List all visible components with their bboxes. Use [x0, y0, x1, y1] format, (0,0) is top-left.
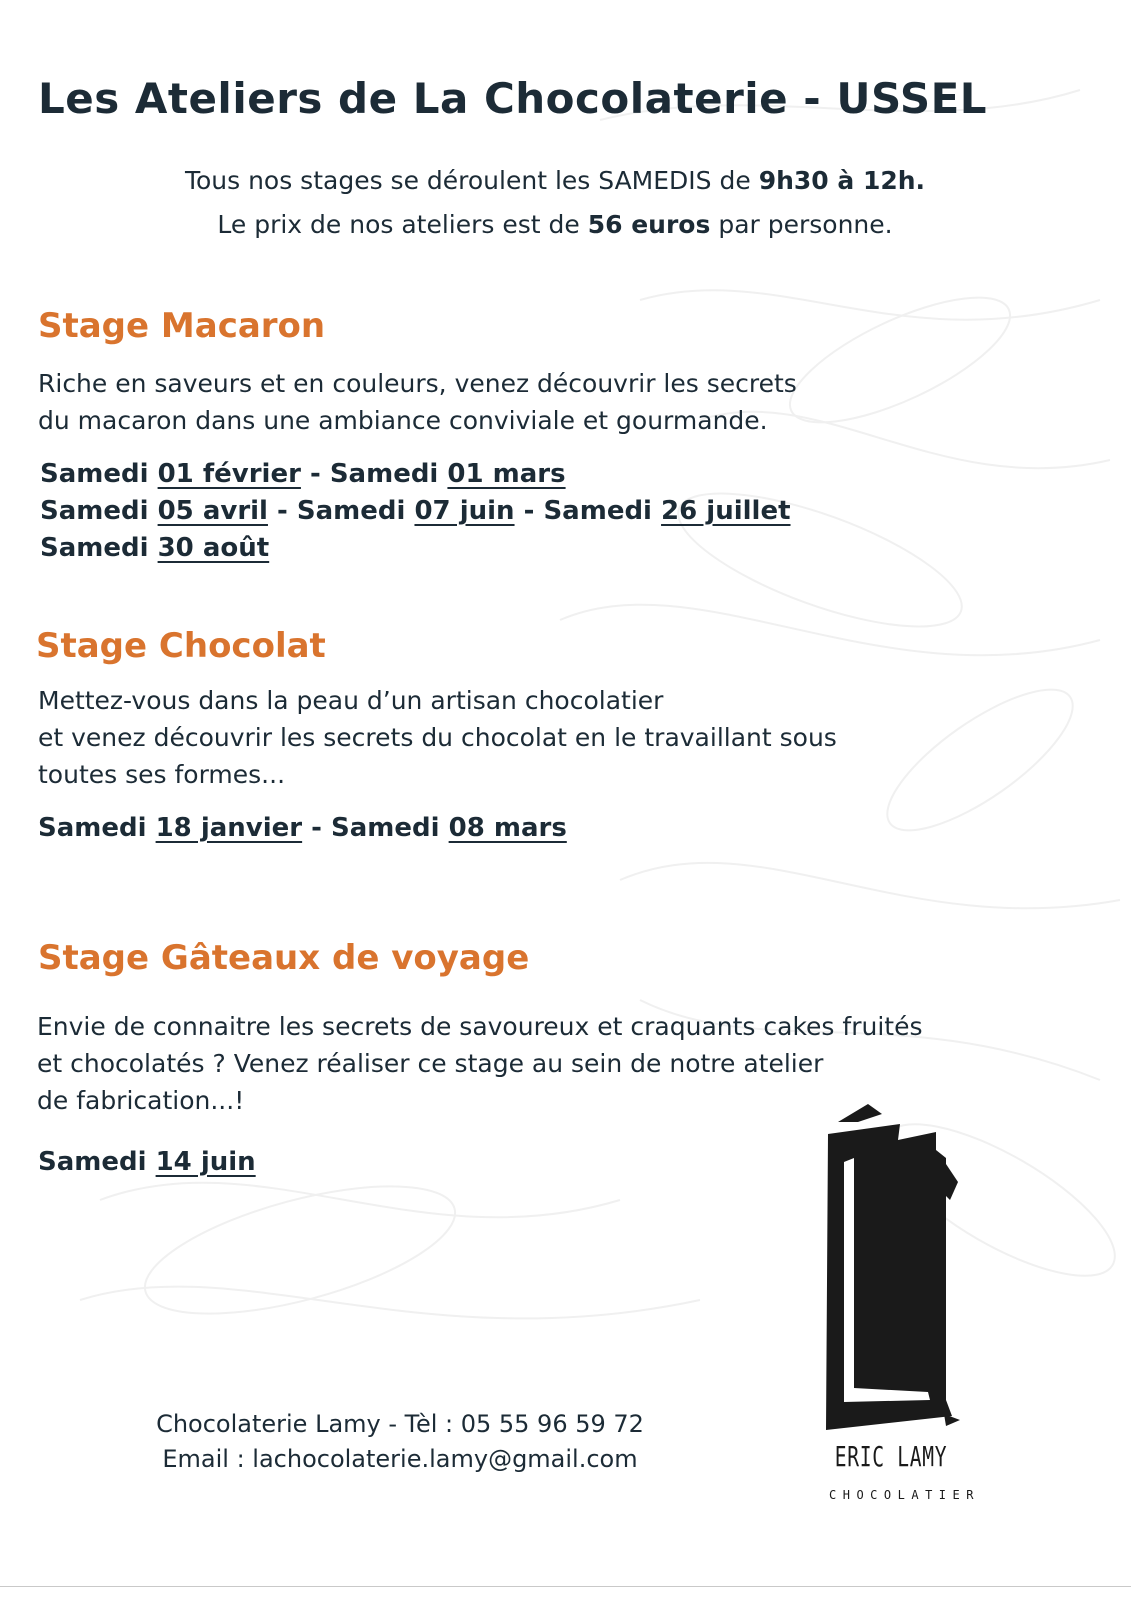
intro-schedule: [0, 166, 1110, 195]
intro-price-end: par personne.: [710, 210, 893, 239]
footer-phone: Chocolaterie Lamy - Tèl : 05 55 96 59 72: [156, 1410, 644, 1438]
samedi-label: Samedi: [543, 496, 652, 526]
page-title: Les Ateliers de La Chocolaterie - USSEL: [38, 74, 988, 123]
date-separator: -: [514, 496, 544, 526]
dates-macaron: [40, 456, 791, 567]
section-desc-macaron: [38, 365, 797, 439]
date-item: 18 janvier: [155, 813, 303, 843]
date-separator: -: [300, 459, 330, 489]
date-separator: -: [302, 813, 332, 843]
dates-line: [40, 493, 791, 530]
dates-chocolat: [38, 810, 567, 847]
samedi-label: Samedi: [40, 459, 149, 489]
date-item: 01 février: [157, 459, 301, 489]
section-title-chocolat: Stage Chocolat: [36, 626, 326, 666]
desc-line: toutes ses formes...: [38, 760, 286, 789]
section-desc-chocolat: [38, 682, 837, 793]
intro-schedule-text: Tous nos stages se déroulent les SAMEDIS de: [184, 166, 759, 195]
samedi-label: Samedi: [38, 1147, 147, 1177]
samedi-label: Samedi: [40, 496, 149, 526]
section-desc-gateaux: [37, 1008, 922, 1119]
section-title-gateaux: Stage Gâteaux de voyage: [38, 938, 530, 978]
dates-gateaux: [38, 1144, 256, 1181]
dates-line: [38, 1144, 256, 1181]
desc-line: et chocolatés ? Venez réaliser ce stage au sein de notre atelier: [37, 1049, 824, 1078]
bottom-divider: [0, 1586, 1131, 1587]
samedi-label: Samedi: [329, 459, 439, 489]
desc-line: Envie de connaitre les secrets de savoureux et craquants cakes fruités: [37, 1012, 923, 1041]
logo-subtitle: CHOCOLATIER: [829, 1488, 980, 1502]
desc-line: de fabrication...!: [37, 1086, 245, 1115]
section-title-macaron: Stage Macaron: [38, 306, 326, 346]
dates-line: [40, 456, 791, 493]
date-item: 30 août: [157, 533, 270, 563]
desc-line: Riche en saveurs et en couleurs, venez découvrir les secrets: [38, 369, 797, 398]
dates-line: [40, 530, 791, 567]
dates-line: [38, 810, 567, 847]
eric-lamy-logo-icon: [820, 1100, 970, 1430]
samedi-label: Samedi: [331, 813, 440, 843]
date-item: 08 mars: [448, 813, 567, 843]
logo-name: ERIC LAMY: [834, 1440, 948, 1473]
samedi-label: Samedi: [38, 813, 147, 843]
intro-price-text: Le prix de nos ateliers est de: [217, 210, 588, 239]
footer-email: Email : lachocolaterie.lamy@gmail.com: [162, 1445, 638, 1473]
desc-line: du macaron dans une ambiance conviviale et gourmande.: [38, 406, 768, 435]
samedi-label: Samedi: [296, 496, 406, 526]
date-item: 26 juillet: [661, 496, 791, 526]
desc-line: Mettez-vous dans la peau d’un artisan chocolatier: [38, 686, 664, 715]
samedi-label: Samedi: [40, 533, 149, 563]
date-item: 14 juin: [155, 1147, 256, 1177]
date-item: 07 juin: [414, 496, 515, 526]
intro-hours: 9h30 à 12h.: [758, 166, 926, 195]
intro-price-value: 56 euros: [587, 210, 711, 239]
intro-price: [0, 210, 1110, 239]
desc-line: et venez découvrir les secrets du chocolat en le travaillant sous: [38, 723, 837, 752]
date-item: 01 mars: [447, 459, 566, 489]
date-item: 05 avril: [157, 496, 268, 526]
date-separator: -: [267, 496, 297, 526]
